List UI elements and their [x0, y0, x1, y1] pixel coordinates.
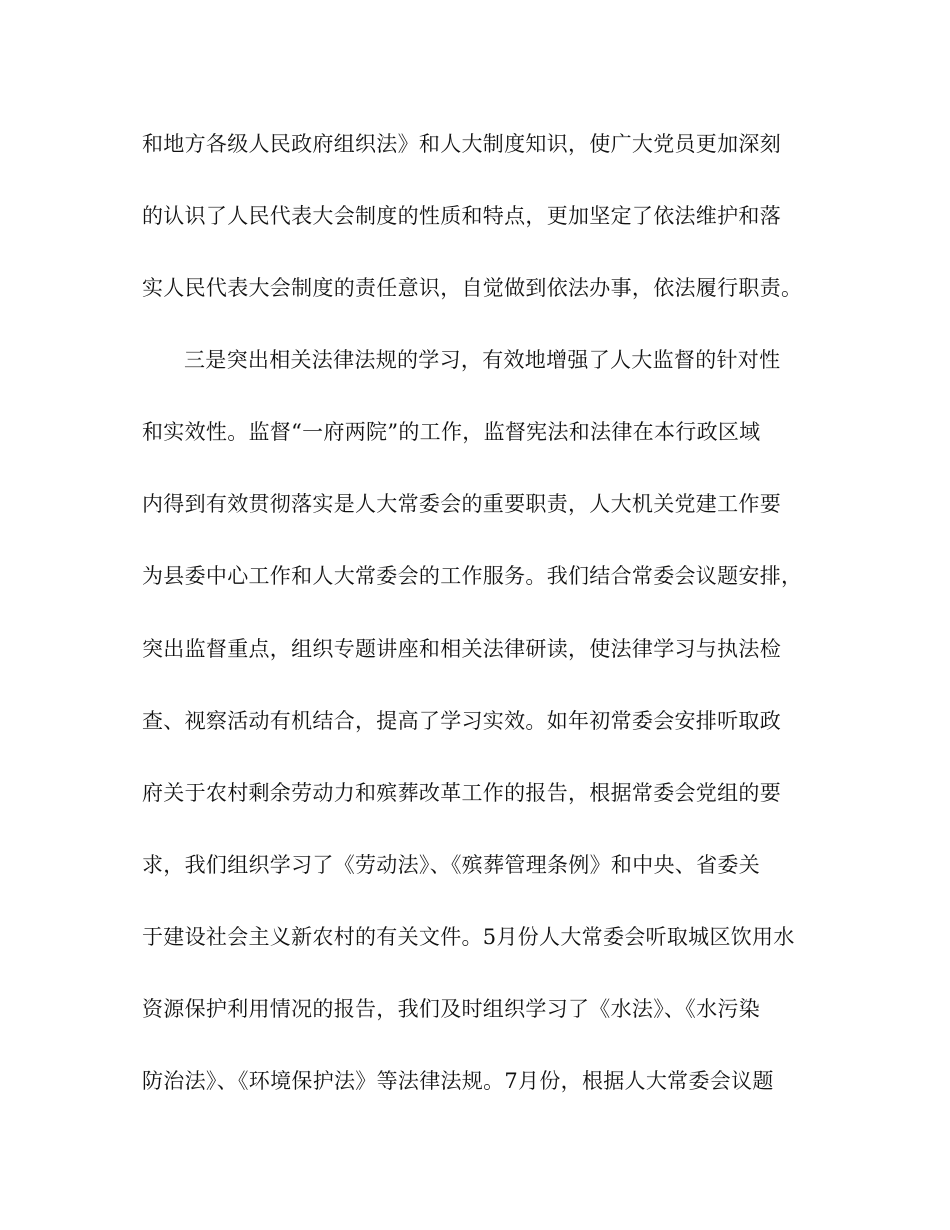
- text-line-11: 求，我们组织学习了《劳动法》、《殡葬管理条例》和中央、省委关: [142, 853, 760, 877]
- text-line-7: 为县委中心工作和人大常委会的工作服务。我们结合常委会议题安排，: [142, 564, 803, 588]
- text-line-9: 查、视察活动有机结合，提高了学习实效。如年初常委会安排听取政: [142, 709, 781, 733]
- text-line-12: 于建设社会主义新农村的有关文件。5月份人大常委会听取城区饮用水: [142, 925, 795, 949]
- text-line-4-paragraph-start: 三是突出相关法律法规的学习，有效地增强了人大监督的针对性: [184, 348, 781, 372]
- text-line-13: 资源保护利用情况的报告，我们及时组织学习了《水法》、《水污染: [142, 997, 760, 1021]
- text-line-14: 防治法》、《环境保护法》等法律法规。7月份，根据人大常委会议题: [142, 1069, 774, 1093]
- text-line-3: 实人民代表大会制度的责任意识，自觉做到依法办事，依法履行职责。: [142, 276, 803, 300]
- text-line-5: 和实效性。监督“一府两院”的工作，监督宪法和法律在本行政区域: [142, 420, 761, 444]
- text-line-10: 府关于农村剩余劳动力和殡葬改革工作的报告，根据常委会党组的要: [142, 781, 781, 805]
- text-line-1: 和地方各级人民政府组织法》和人大制度知识，使广大党员更加深刻: [142, 132, 781, 156]
- text-line-8: 突出监督重点，组织专题讲座和相关法律研读，使法律学习与执法检: [142, 637, 781, 661]
- text-line-2: 的认识了人民代表大会制度的性质和特点，更加坚定了依法维护和落: [142, 204, 781, 228]
- text-line-6: 内得到有效贯彻落实是人大常委会的重要职责，人大机关党建工作要: [142, 492, 781, 516]
